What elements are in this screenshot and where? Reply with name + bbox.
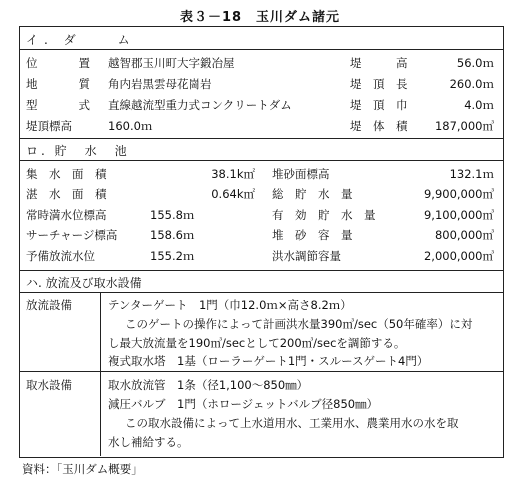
intake-label: 取水設備 bbox=[26, 378, 72, 392]
res-value-total-storage: 9,900,000㎥ bbox=[423, 187, 494, 201]
discharge-line: このゲートの操作によって計画洪水量390㎥/sec（50年確率）に対 bbox=[125, 317, 473, 331]
dam-label-geology: 地 質 bbox=[26, 77, 96, 91]
res-label-surcharge: サーチャージ標高 bbox=[26, 228, 118, 242]
res-value-sediment-elev: 132.1ｍ bbox=[449, 167, 494, 181]
res-value-flood-capacity: 2,000,000㎥ bbox=[423, 249, 494, 263]
res-label-surface: 湛 水 面 積 bbox=[26, 187, 107, 201]
res-value-pre-release: 155.2ｍ bbox=[150, 249, 195, 263]
divider bbox=[19, 270, 504, 271]
dam-value-height: 56.0ｍ bbox=[456, 56, 494, 70]
section-header-reservoir: ロ. 貯 水 池 bbox=[26, 144, 130, 158]
discharge-line: 複式取水塔 1基（ローラーゲート1門・スルースゲート4門） bbox=[108, 354, 429, 368]
intake-line: 水し補給する。 bbox=[108, 435, 189, 449]
column-divider bbox=[100, 292, 101, 456]
res-label-total-storage: 総 貯 水 量 bbox=[272, 187, 353, 201]
res-label-sediment-capacity: 堆 砂 容 量 bbox=[272, 228, 353, 242]
discharge-line: テンターゲート 1門（巾12.0ｍ×高さ8.2ｍ） bbox=[108, 298, 352, 312]
dam-value-volume: 187,000㎥ bbox=[434, 119, 494, 133]
res-label-effective-storage: 有 効 貯 水 量 bbox=[272, 208, 376, 222]
dam-label-volume: 堤 体 積 bbox=[350, 119, 408, 133]
dam-label-type: 型 式 bbox=[26, 98, 96, 112]
dam-value-type: 直線越流型重力式コンクリートダム bbox=[108, 98, 292, 112]
divider bbox=[19, 371, 504, 372]
divider bbox=[19, 138, 504, 139]
res-value-surface: 0.64k㎡ bbox=[211, 187, 255, 201]
source-note: 資料：「玉川ダム概要」 bbox=[22, 462, 143, 476]
dam-value-geology: 角内岩黒雲母花崗岩 bbox=[108, 77, 212, 91]
discharge-line: し最大放流量を190㎥/secとして200㎥/secを調節する。 bbox=[108, 336, 406, 350]
res-label-catchment: 集 水 面 積 bbox=[26, 167, 107, 181]
divider bbox=[19, 292, 504, 293]
dam-label-crest-length: 堤 頂 長 bbox=[350, 77, 408, 91]
res-label-pre-release: 予備放流水位 bbox=[26, 249, 95, 263]
section-header-dam: イ. ダ ム bbox=[26, 33, 136, 47]
dam-label-location: 位 置 bbox=[26, 56, 96, 70]
dam-label-height: 堤 高 bbox=[350, 56, 408, 70]
divider bbox=[19, 160, 504, 161]
res-label-sediment-elev: 堆砂面標高 bbox=[272, 167, 330, 181]
res-value-sediment-capacity: 800,000㎥ bbox=[434, 228, 494, 242]
res-value-catchment: 38.1k㎡ bbox=[211, 167, 255, 181]
dam-label-crest-elevation: 堤頂標高 bbox=[26, 119, 72, 133]
dam-value-crest-length: 260.0ｍ bbox=[449, 77, 494, 91]
res-value-effective-storage: 9,100,000㎥ bbox=[423, 208, 494, 222]
dam-value-location: 越智郡玉川町大字鍛冶屋 bbox=[108, 56, 235, 70]
divider bbox=[19, 49, 504, 50]
section-header-facilities: ハ. 放流及び取水設備 bbox=[26, 276, 142, 290]
dam-value-crest-elevation: 160.0ｍ bbox=[108, 119, 153, 133]
res-label-flood-capacity: 洪水調節容量 bbox=[272, 249, 341, 263]
dam-value-crest-width: 4.0ｍ bbox=[464, 98, 494, 112]
res-value-surcharge: 158.6ｍ bbox=[150, 228, 195, 242]
intake-line: 取水放流管 1条（径1,100～850㎜） bbox=[108, 378, 309, 392]
discharge-label: 放流設備 bbox=[26, 298, 72, 312]
dam-label-crest-width: 堤 頂 巾 bbox=[350, 98, 408, 112]
intake-line: 減圧バルブ 1門（ホロージェットバルブ径850㎜） bbox=[108, 397, 379, 411]
res-label-normal-level: 常時満水位標高 bbox=[26, 208, 107, 222]
res-value-normal-level: 155.8ｍ bbox=[150, 208, 195, 222]
intake-line: この取水設備によって上水道用水、工業用水、農業用水の水を取 bbox=[125, 416, 459, 430]
table-title: 表３－18 玉川ダム諸元 bbox=[179, 10, 341, 25]
